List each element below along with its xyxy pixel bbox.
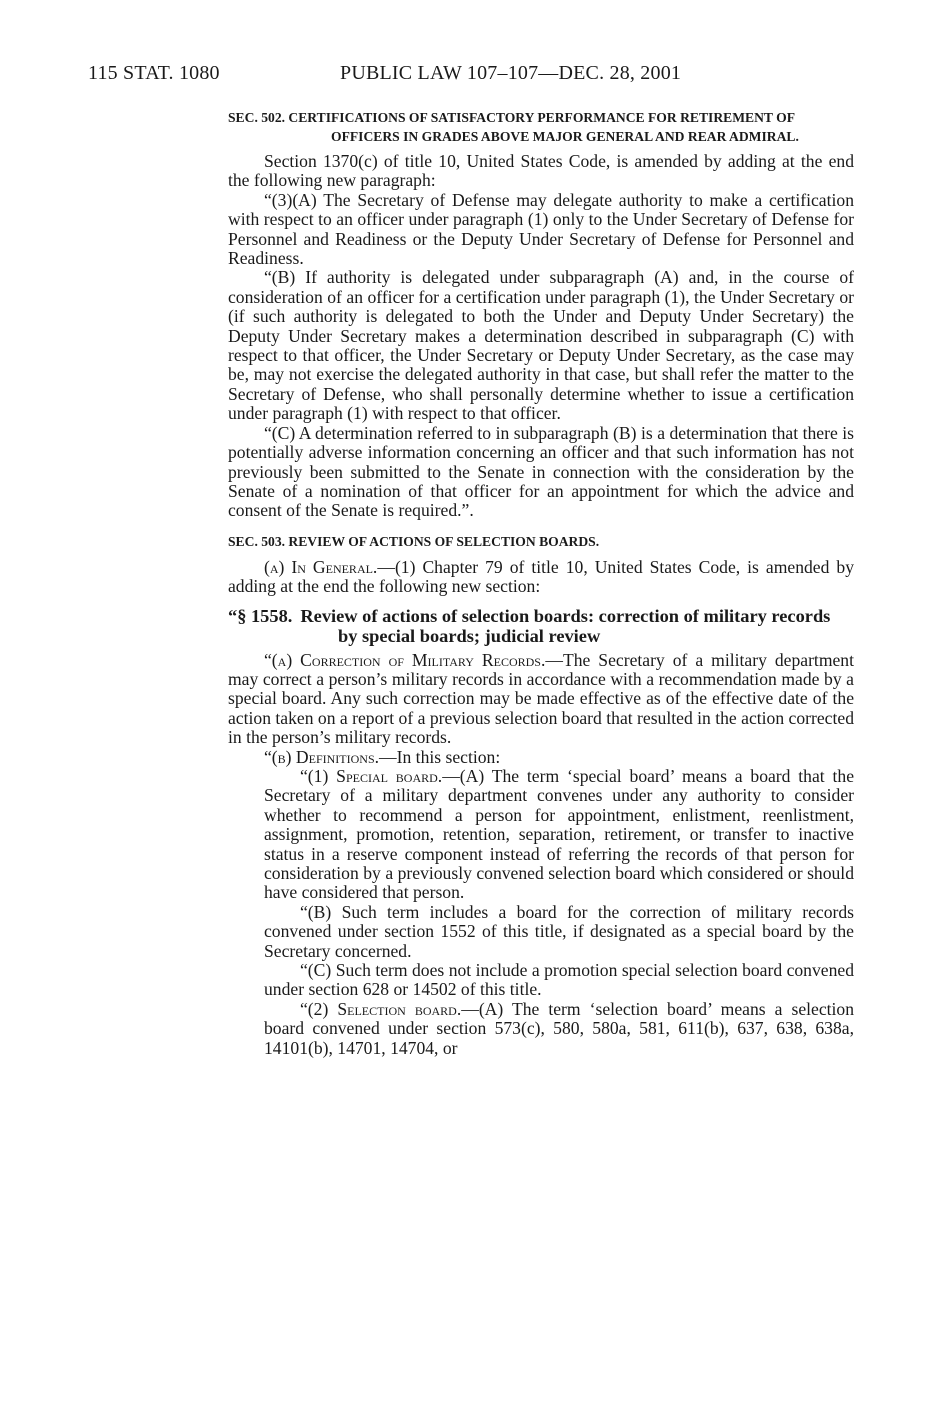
definitions-label: “(b) Definitions.: [264, 746, 380, 767]
selection-board-text: —(A) The term ‘selection board’ means a selection board convened under section 573(c), 580, 580a, 581, 611(b), 637, 638, 638a, 14101(b), 14701, 14704, or: [264, 998, 855, 1058]
body-text: [228, 108, 854, 1058]
stat-reference: 115 STAT. 1080: [88, 62, 220, 84]
section-title: Review of actions of selection boards: correction of military records by special boards; judicial review: [300, 605, 831, 646]
sec-503-heading: SEC. 503. REVIEW OF ACTIONS OF SELECTION BOARDS.: [228, 533, 600, 549]
sec-502-intro: Section 1370(c) of title 10, United States Code, is amended by adding at the end the following new paragraph:: [228, 151, 854, 191]
subsection-a-label: (a) In General.: [264, 556, 378, 577]
section-1558-subsection-a: [228, 651, 854, 748]
definition-2-selection-board: [228, 1000, 854, 1058]
section-1558-subsection-b: [228, 748, 854, 767]
definition-1-special-board: [228, 767, 854, 903]
definition-1c: “(C) Such term does not include a promotion special selection board convened under section 628 or 14502 of this title.: [264, 960, 854, 1000]
sec-502-heading: SEC. 502. CERTIFICATIONS OF SATISFACTORY PERFORMANCE FOR RETIREMENT OF OFFICERS IN GRADES ABOVE MAJOR GENERAL AND REAR ADMIRAL.: [228, 110, 799, 144]
sec-502-para-c: “(C) A determination referred to in subparagraph (B) is a determination that there is potentially adverse information concerning an officer and that such information has not previously been submitted to the Senate in connection with the consideration by the Senate of a nomination of that officer for an appointment for which the advice and consent of the Senate is required.”.: [228, 422, 854, 521]
definition-1b: “(B) Such term includes a board for the correction of military records convened under section 1552 of this title, if designated as a special board by the Secretary concerned.: [264, 901, 854, 961]
definitions-text: —In this section:: [379, 746, 501, 767]
correction-label: “(a) Correction of Military Records.: [264, 649, 546, 670]
selection-board-label: “(2) Selection board.: [300, 998, 462, 1019]
sec-503-subsection-a: [228, 558, 854, 597]
special-board-label: “(1) Special board.: [300, 765, 443, 786]
correction-text: —The Secretary of a military department may correct a person’s military records in accordance with a recommendation made by a special board. Any such correction may be made effective as of the effective date of the action taken on a report of a previous selection board that resulted in the action corrected in the person’s military records.: [228, 649, 854, 748]
sec-502-para-3a: “(3)(A) The Secretary of Defense may delegate authority to make a certification with respect to an officer under paragraph (1) only to the Under Secretary of Defense for Personnel and Readiness or the Deputy Under Secretary of Defense for Personnel and Readiness.: [228, 189, 854, 269]
special-board-text: —(A) The term ‘special board’ means a board that the Secretary of a military department convenes under any authority to consider whether to recommend a person for appointment, enlistment, reenlistment, assignment, promotion, retention, separation, retirement, or transfer to inactive status in a reserve component instead of referring the records of that person for consideration by a previously convened selection board which considered or should have considered that person.: [264, 765, 854, 903]
subsection-a-text: —(1) Chapter 79 of title 10, United States Code, is amended by adding at the end the following new section:: [228, 556, 854, 597]
sec-502-para-b: “(B) If authority is delegated under subparagraph (A) and, in the course of consideration of an officer for a certification under paragraph (1), the Under Secretary or (if such authority is delegated to both the Under and Deputy Under Secretary) the Deputy Under Secretary makes a determination described in subparagraph (C) with respect to that officer, the Under Secretary or Deputy Under Secretary, as the case may be, may not exercise the delegated authority in that case, but shall refer the matter to the Secretary of Defense, who shall personally determine whether to issue a certification under paragraph (1) with respect to that officer.: [228, 267, 854, 424]
public-law-reference: PUBLIC LAW 107–107—DEC. 28, 2001: [340, 62, 682, 84]
new-section-1558-heading: [228, 606, 854, 646]
section-mark: “§ 1558.: [228, 605, 293, 626]
